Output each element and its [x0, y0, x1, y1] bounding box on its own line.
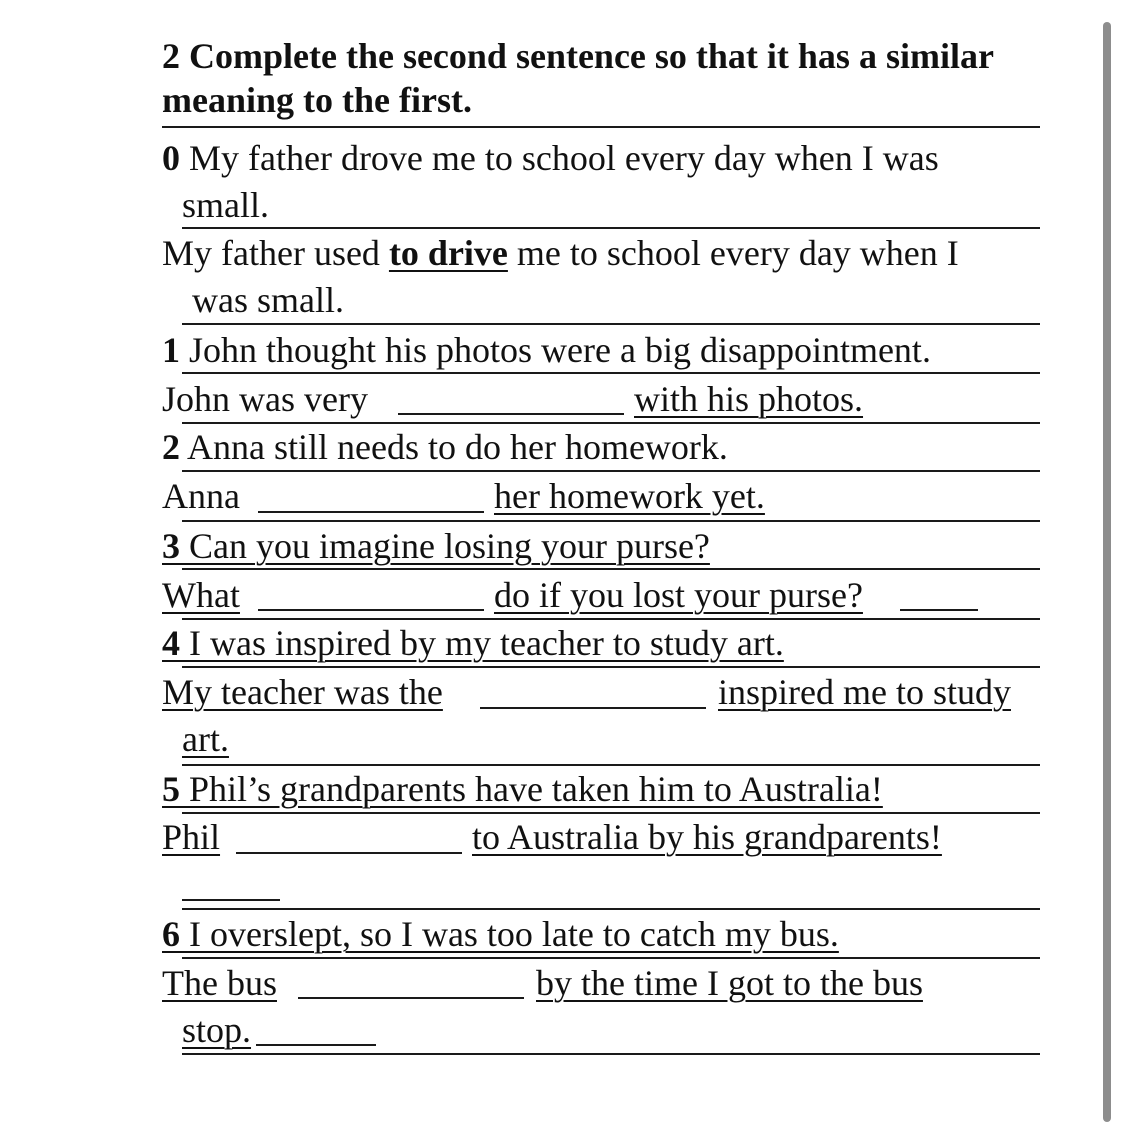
- exercise-number: 2: [162, 36, 180, 76]
- divider: [162, 126, 1040, 128]
- item-6-second-sentence-start: The bus: [162, 963, 277, 1003]
- item-5-second-sentence-start: Phil: [162, 817, 221, 857]
- answer-blank-2[interactable]: [258, 511, 484, 513]
- answer-blank-4[interactable]: [480, 707, 706, 709]
- divider: [182, 568, 1040, 570]
- exercise-heading: [162, 34, 1042, 122]
- trailing-blank-3: [900, 609, 978, 611]
- divider: [182, 957, 1040, 959]
- item-1-first-sentence: 1 John thought his photos were a big disappointment.: [162, 330, 931, 370]
- divider: [182, 618, 1040, 620]
- answer-blank-1[interactable]: [398, 413, 624, 415]
- item-0-second-sentence: My father used to drive me to school every day when I: [162, 233, 959, 273]
- item-0-first-sentence: 0 My father drove me to school every day when I was: [162, 138, 939, 178]
- item-6-second-sentence-cont: stop.: [182, 1010, 252, 1050]
- item-1-second-sentence-end: with his photos.: [634, 379, 864, 419]
- item-0-first-sentence-cont: small.: [182, 185, 269, 225]
- item-6-second-sentence-end: by the time I got to the bus: [536, 963, 923, 1003]
- divider: [182, 372, 1040, 374]
- divider: [182, 520, 1040, 522]
- answer-blank-3[interactable]: [258, 609, 484, 611]
- item-4-second-sentence-cont: art.: [182, 719, 229, 759]
- answer-blank-5[interactable]: [236, 852, 462, 854]
- answer-blank-6[interactable]: [298, 997, 524, 999]
- item-6-first-sentence: 6 I overslept, so I was too late to catch my bus.: [162, 914, 839, 954]
- divider: [182, 666, 1040, 668]
- item-5-second-sentence-end: to Australia by his grandparents!: [472, 817, 942, 857]
- item-4-first-sentence: 4 I was inspired by my teacher to study art.: [162, 623, 784, 663]
- item-0-second-sentence-cont: was small.: [192, 280, 344, 320]
- item-5-first-sentence: 5 Phil’s grandparents have taken him to Australia!: [162, 769, 883, 809]
- divider: [182, 422, 1040, 424]
- item-1-second-sentence-start: John was very: [162, 379, 368, 419]
- divider: [182, 908, 1040, 910]
- example-answer: to drive: [388, 233, 508, 273]
- divider: [182, 323, 1040, 325]
- trailing-blank-6: [256, 1044, 376, 1046]
- item-4-second-sentence-end: inspired me to study: [718, 672, 1011, 712]
- divider: [182, 470, 1040, 472]
- divider: [182, 227, 1040, 229]
- divider: [182, 1053, 1040, 1055]
- item-4-second-sentence-start: My teacher was the: [162, 672, 443, 712]
- item-2-second-sentence-end: her homework yet.: [494, 476, 765, 516]
- item-3-second-sentence-end: do if you lost your purse?: [494, 575, 863, 615]
- vertical-scrollbar[interactable]: [1103, 22, 1111, 1122]
- item-2-second-sentence-start: Anna: [162, 476, 240, 516]
- item-3-second-sentence-start: What: [162, 575, 240, 615]
- divider: [182, 812, 1040, 814]
- divider: [182, 764, 1040, 766]
- item-2-first-sentence: 2 Anna still needs to do her homework.: [162, 427, 728, 467]
- exercise-instruction: Complete the second sentence so that it has a similar meaning to the first.: [162, 36, 994, 120]
- item-3-first-sentence: 3 Can you imagine losing your purse?: [162, 526, 710, 566]
- trailing-blank-5: [182, 899, 280, 901]
